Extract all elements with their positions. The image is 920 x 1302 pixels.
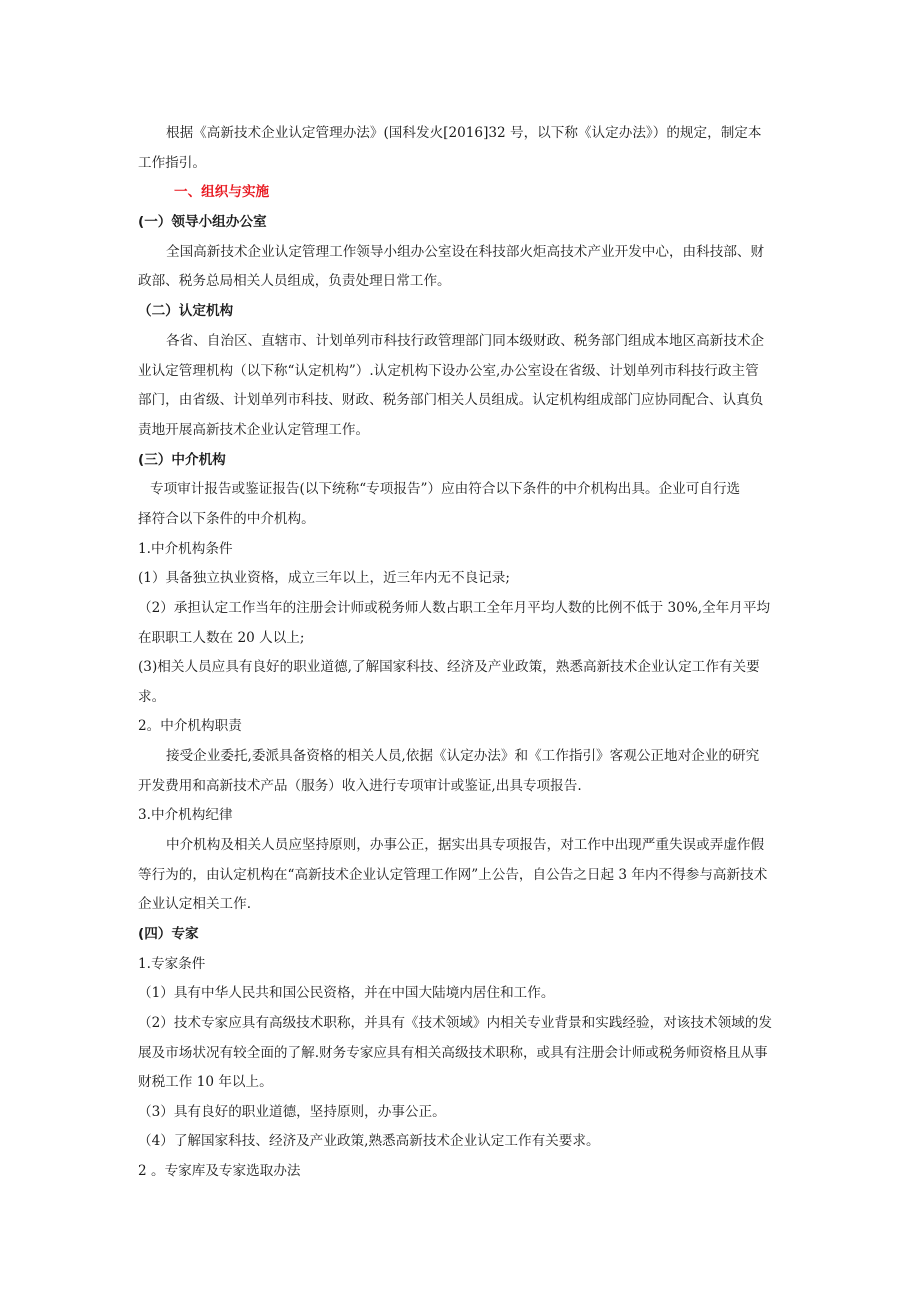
subsection-1-line-2: 政部、税务总局相关人员组成，负责处理日常工作。 bbox=[138, 273, 451, 289]
agency-discipline-line-1: 中介机构及相关人员应坚持原则，办事公正，据实出具专项报告，对工作中出现严重失误或弄虚作假 bbox=[166, 837, 765, 853]
subsection-2-line-2: 业认定管理机构（以下称“认定机构”）.认定机构下设办公室,办公室设在省级、计划单列市科技行政主管 bbox=[138, 363, 759, 379]
agency-condition-2-line-2: 在职职工人数在 20 人以上; bbox=[138, 630, 305, 646]
expert-condition-2-line-3: 财税工作 10 年以上。 bbox=[138, 1074, 273, 1090]
agency-duties-line-1: 接受企业委托,委派具备资格的相关人员,依据《认定办法》和《工作指引》客观公正地对企业的研究 bbox=[166, 748, 760, 764]
intro-line-2: 工作指引。 bbox=[138, 155, 206, 171]
subsection-3-title: (三）中介机构 bbox=[138, 452, 226, 468]
agency-condition-3-line-1: (3)相关人员应具有良好的职业道德,了解国家科技、经济及产业政策，熟悉高新技术企业认定工作有关要 bbox=[138, 659, 760, 675]
subsection-2-title: （二）认定机构 bbox=[138, 303, 234, 319]
agency-duties-title: 2。中介机构职责 bbox=[138, 718, 242, 734]
subsection-1-title: (一）领导小组办公室 bbox=[138, 214, 267, 230]
subsection-4-title: (四）专家 bbox=[138, 926, 199, 942]
agency-condition-2-line-1: （2）承担认定工作当年的注册会计师或税务师人数占职工全年月平均人数的比例不低于 30%,全年月平均 bbox=[138, 600, 771, 616]
agency-discipline-line-3: 企业认定相关工作. bbox=[138, 896, 252, 912]
subsection-2-line-3: 部门，由省级、计划单列市科技、财政、税务部门相关人员组成。认定机构组成部门应协同配合、认真负 bbox=[138, 392, 764, 408]
subsection-1-line-1: 全国高新技术企业认定管理工作领导小组办公室设在科技部火炬高技术产业开发中心，由科技部、财 bbox=[166, 244, 765, 260]
subsection-3-line-2: 择符合以下条件的中介机构。 bbox=[138, 511, 315, 527]
agency-condition-1: (1）具备独立执业资格，成立三年以上，近三年内无不良记录; bbox=[138, 570, 510, 586]
agency-condition-3-line-2: 求。 bbox=[138, 689, 166, 705]
section-1-title: 一、组织与实施 bbox=[174, 184, 270, 200]
subsection-2-line-4: 责地开展高新技术企业认定管理工作。 bbox=[138, 422, 370, 438]
expert-condition-2-line-1: （2）技术专家应具有高级技术职称，并具有《技术领域》内相关专业背景和实践经验，对该技术领域的发 bbox=[138, 1015, 772, 1031]
expert-pool-title: 2 。专家库及专家选取办法 bbox=[138, 1163, 301, 1179]
expert-condition-1: （1）具有中华人民共和国公民资格，并在中国大陆境内居住和工作。 bbox=[138, 985, 555, 1001]
expert-condition-3: （3）具有良好的职业道德，坚持原则，办事公正。 bbox=[138, 1104, 446, 1120]
intro-line-1: 根据《高新技术企业认定管理办法》(国科发火[2016]32 号，以下称《认定办法》）的规定，制定本 bbox=[166, 125, 762, 141]
subsection-3-line-1: 专项审计报告或鉴证报告(以下统称“专项报告”）应由符合以下条件的中介机构出具。企业可自行选 bbox=[150, 481, 741, 497]
expert-condition-4: （4）了解国家科技、经济及产业政策,熟悉高新技术企业认定工作有关要求。 bbox=[138, 1133, 600, 1149]
expert-conditions-title: 1.专家条件 bbox=[138, 956, 206, 972]
agency-discipline-title: 3.中介机构纪律 bbox=[138, 807, 233, 823]
agency-discipline-line-2: 等行为的，由认定机构在“高新技术企业认定管理工作网”上公告，自公告之日起 3 年内不得参与高新技术 bbox=[138, 867, 768, 883]
expert-condition-2-line-2: 展及市场状况有较全面的了解.财务专家应具有相关高级技术职称，或具有注册会计师或税务师资格且从事 bbox=[138, 1045, 768, 1061]
agency-duties-line-2: 开发费用和高新技术产品（服务）收入进行专项审计或鉴证,出具专项报告. bbox=[138, 778, 582, 794]
subsection-2-line-1: 各省、自治区、直辖市、计划单列市科技行政管理部门同本级财政、税务部门组成本地区高新技术企 bbox=[166, 333, 765, 349]
agency-conditions-title: 1.中介机构条件 bbox=[138, 541, 233, 557]
